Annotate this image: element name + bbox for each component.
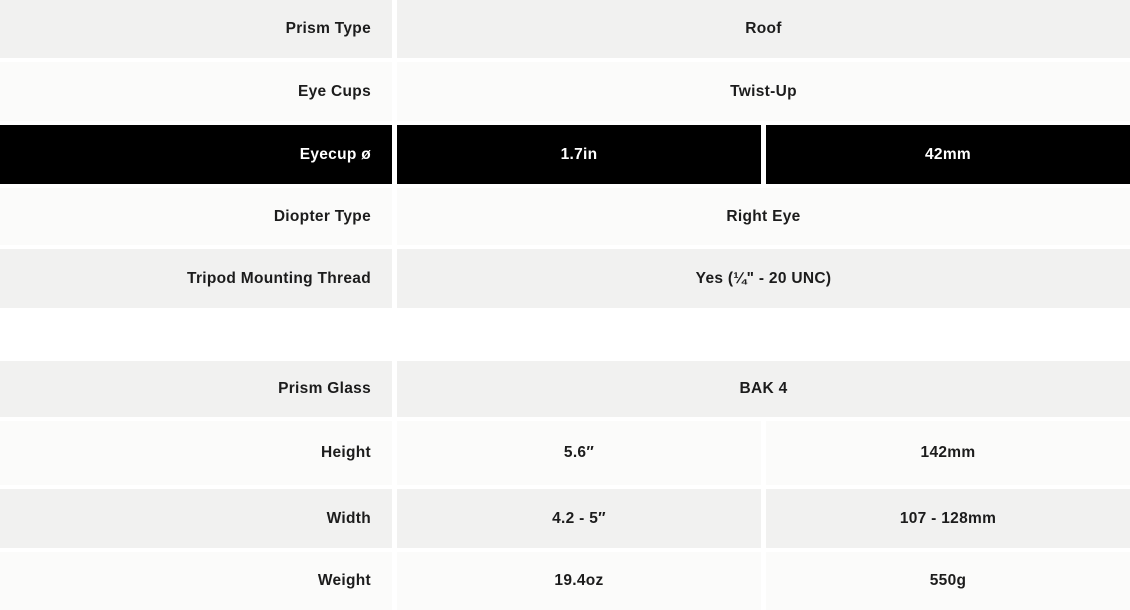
spec-value: 42mm [766,125,1130,184]
spec-value: 19.4oz [397,552,761,610]
spec-label: Diopter Type [0,188,392,245]
spec-value: Right Eye [397,188,1130,245]
spec-value: 550g [766,552,1130,610]
spec-row [0,0,1130,58]
spec-label: Eyecup ø [0,125,392,184]
spec-label: Width [0,489,392,548]
spec-row [0,489,1130,548]
spec-label: Prism Glass [0,361,392,417]
spec-value: Yes (¼" - 20 UNC) [397,249,1130,308]
spec-value: 5.6″ [397,421,761,485]
spec-label: Eye Cups [0,62,392,121]
spec-row [0,552,1130,610]
spec-value: 1.7in [397,125,761,184]
spec-value: 107 - 128mm [766,489,1130,548]
spec-row [0,249,1130,308]
spec-value: Roof [397,0,1130,58]
spec-label: Height [0,421,392,485]
spec-table-2 [0,361,1130,610]
spec-row [0,421,1130,485]
spec-label: Tripod Mounting Thread [0,249,392,308]
spec-row [0,62,1130,121]
spec-row [0,188,1130,245]
spec-value: BAK 4 [397,361,1130,417]
spec-row [0,125,1130,184]
spec-label: Weight [0,552,392,610]
spec-label: Prism Type [0,0,392,58]
spec-value: 4.2 - 5″ [397,489,761,548]
spec-value: Twist-Up [397,62,1130,121]
spec-row [0,361,1130,417]
spec-value: 142mm [766,421,1130,485]
